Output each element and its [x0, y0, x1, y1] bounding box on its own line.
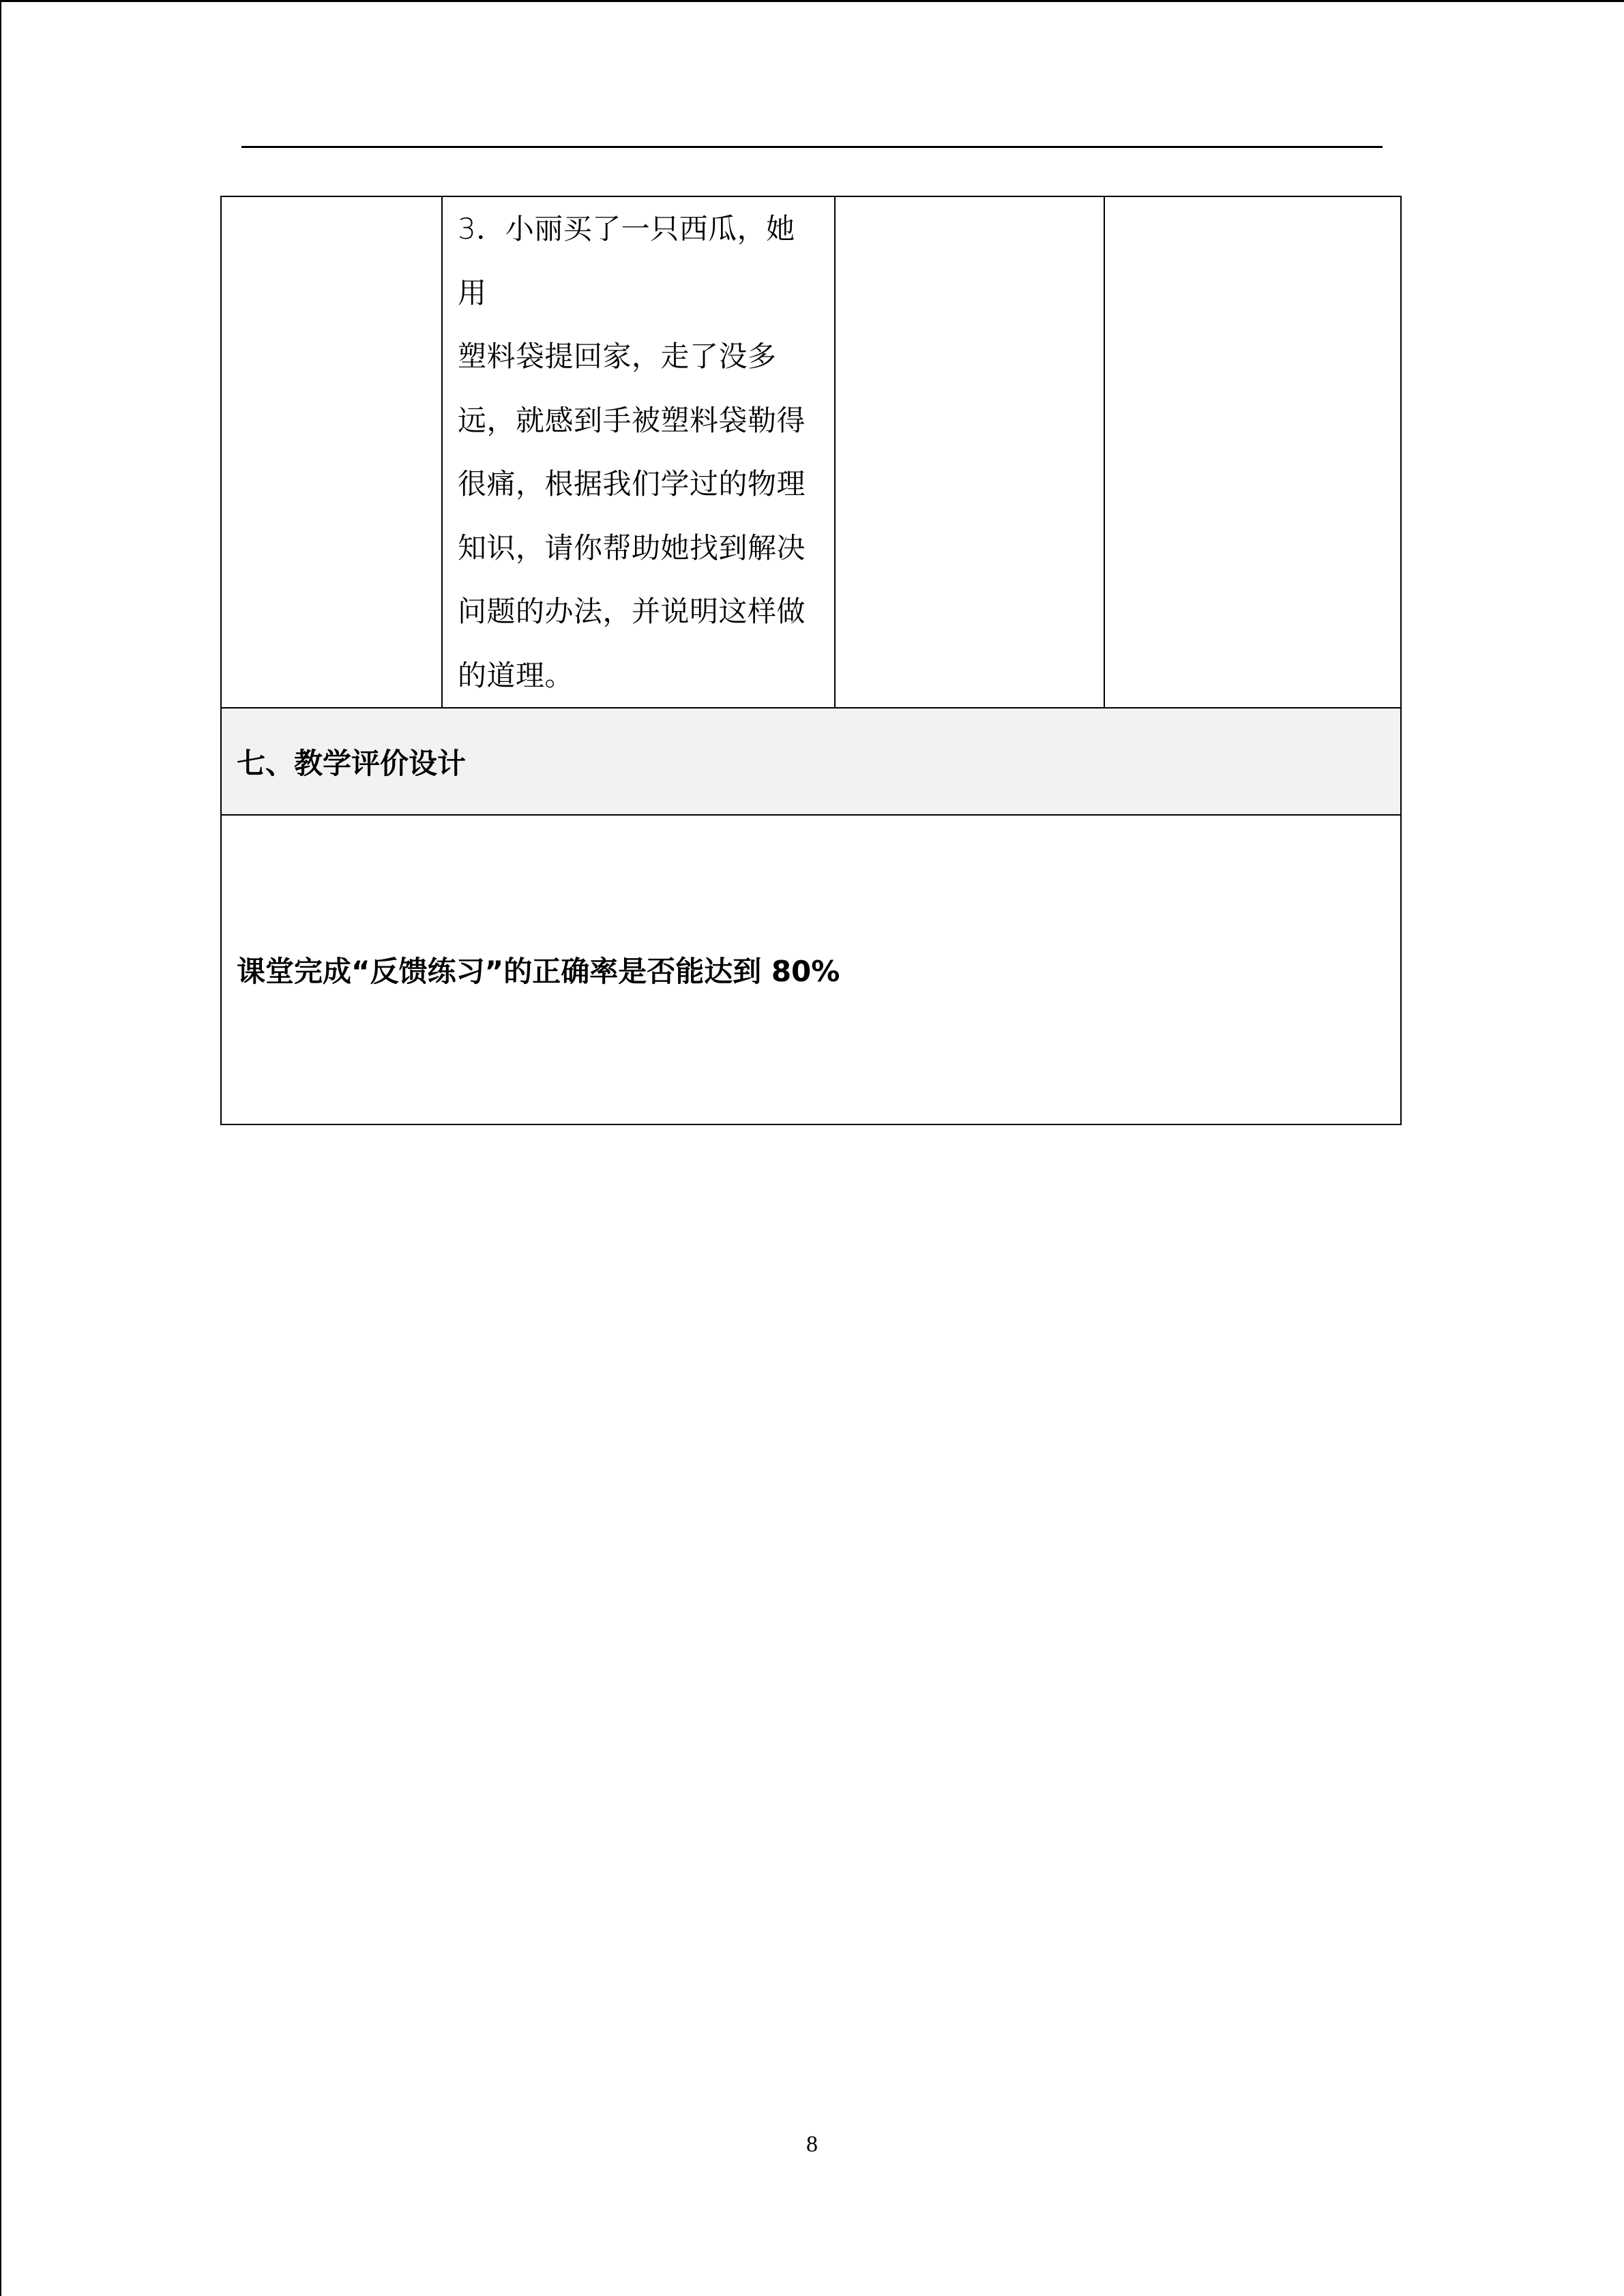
page-left-border: [0, 0, 1, 2296]
exercise-row-cell-4: [1104, 196, 1401, 708]
exercise-line: 的道理。: [458, 658, 574, 692]
exercise-line: 塑料袋提回家，走了没多: [458, 340, 777, 373]
header-rule: [241, 146, 1383, 148]
exercise-line: 很痛，根据我们学过的物理: [458, 467, 806, 501]
exercise-line: 3．小丽买了一只西瓜，她用: [458, 212, 795, 310]
exercise-text: [443, 197, 834, 707]
section-heading-cell: [221, 708, 1401, 815]
section-heading-row: [221, 708, 1401, 815]
exercise-row-cell-1: [221, 196, 442, 708]
exercise-line: 问题的办法，并说明这样做: [458, 595, 806, 628]
lesson-plan-table: [220, 196, 1402, 1125]
section-heading: 七、教学评价设计: [237, 746, 467, 780]
evaluation-text: 课堂完成“反馈练习”的正确率是否能达到 80%: [237, 955, 840, 988]
exercise-text-cell: [442, 196, 835, 708]
evaluation-row: [221, 815, 1401, 1124]
evaluation-cell: [221, 815, 1401, 1124]
page-top-border: [0, 0, 1624, 2]
page-number: 8: [806, 2132, 818, 2157]
exercise-row-cell-3: [835, 196, 1104, 708]
exercise-row: [221, 196, 1401, 708]
exercise-line: 知识，请你帮助她找到解决: [458, 531, 806, 565]
exercise-line: 远，就感到手被塑料袋勒得: [458, 403, 806, 437]
